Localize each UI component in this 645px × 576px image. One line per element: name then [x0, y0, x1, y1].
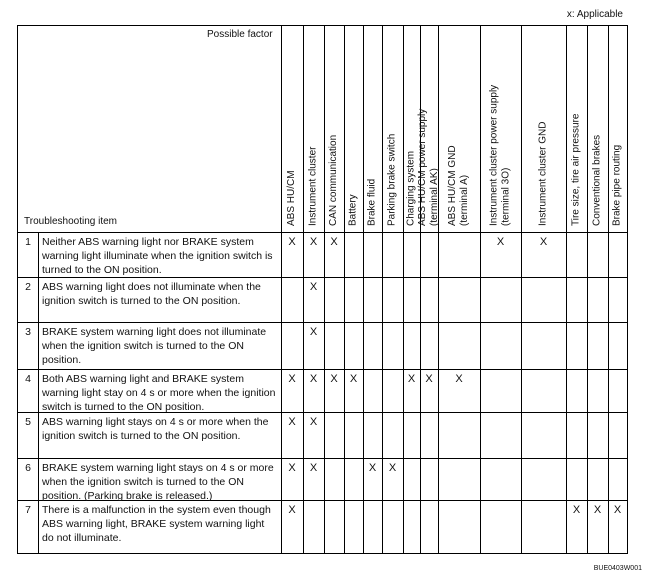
- factor-column-label-line: Instrument cluster GND: [537, 121, 549, 226]
- factor-column-label: [612, 145, 624, 226]
- factor-column-label: [406, 151, 418, 226]
- applicable-mark: X: [572, 504, 581, 516]
- row-description: Neither ABS warning light nor BRAKE system warning light illuminate when the ignition switch is turned to the ON position.: [42, 236, 273, 276]
- applicable-mark: X: [309, 373, 318, 385]
- factor-column-label-line: Tire size, tire air pressure: [570, 113, 582, 226]
- applicable-mark: X: [613, 504, 622, 516]
- row-description: BRAKE system warning light does not illuminate when the ignition switch is turned to the ON position.: [42, 326, 267, 366]
- factor-column-label-line: Instrument cluster: [307, 146, 319, 226]
- applicable-mark: X: [330, 373, 338, 385]
- factor-column-header: [382, 26, 403, 232]
- factor-column-header: [344, 26, 363, 232]
- factor-column-label-line: CAN communication: [328, 134, 339, 226]
- row-divider: [18, 458, 627, 459]
- row-description: BRAKE system warning light stays on 4 s or more when the ignition switch is turned to the ON position. (Parking brake is released.): [42, 462, 274, 502]
- troubleshooting-table: [17, 25, 628, 554]
- row-number: 6: [25, 462, 31, 474]
- applicable-mark: X: [309, 462, 318, 474]
- applicable-mark: X: [407, 373, 416, 385]
- factor-column-header: [566, 26, 587, 232]
- row-divider: [18, 277, 627, 278]
- troubleshooting-item-header: Troubleshooting item: [24, 216, 118, 227]
- row-divider: [18, 322, 627, 323]
- factor-column-label: [308, 147, 320, 226]
- applicable-mark: X: [330, 236, 338, 248]
- row-number: 1: [25, 236, 31, 248]
- factor-column-label: [328, 135, 340, 226]
- factor-column-label: [538, 122, 550, 226]
- factor-column-label-line: ABS HU/CM power supply: [417, 108, 428, 226]
- applicable-mark: X: [593, 504, 602, 516]
- applicable-mark: X: [349, 373, 358, 385]
- applicable-mark: X: [288, 416, 296, 428]
- factor-column-header: [608, 26, 627, 232]
- row-number: 5: [25, 416, 31, 428]
- row-description: There is a malfunction in the system even though ABS warning light, BRAKE system warning light do not illuminate.: [42, 504, 271, 544]
- row-divider: [18, 232, 627, 233]
- factor-column-label-line: ABS HU/CM: [286, 170, 297, 226]
- factor-column-header: [417, 26, 440, 232]
- row-description: ABS warning light does not illuminate when the ignition switch is turned to the ON position.: [42, 281, 261, 307]
- factor-column-label: [489, 85, 513, 226]
- row-description: Both ABS warning light and BRAKE system warning light stay on 4 s or more when the ignition switch is turned to the ON position.: [42, 373, 276, 413]
- factor-column-label-line: (terminal AK): [429, 168, 440, 226]
- applicable-mark: X: [368, 462, 377, 474]
- row-description: ABS warning light stays on 4 s or more when the ignition switch is turned to the ON position.: [42, 416, 269, 442]
- row-number: 7: [25, 504, 31, 516]
- factor-column-header: [587, 26, 608, 232]
- row-divider: [18, 369, 627, 370]
- applicable-mark: X: [496, 236, 505, 248]
- applicable-mark: X: [288, 462, 296, 474]
- factor-column-header: [281, 26, 303, 232]
- factor-column-label-line: Parking brake switch: [386, 133, 398, 226]
- applicable-mark: X: [288, 236, 296, 248]
- factor-column-label: [348, 194, 360, 226]
- applicable-mark: X: [309, 416, 318, 428]
- factor-column-label-line: Battery: [347, 194, 359, 226]
- applicable-mark: X: [309, 281, 318, 293]
- applicable-mark: X: [455, 373, 463, 385]
- applicable-mark: X: [388, 462, 397, 474]
- figure-code: BUE0403W001: [593, 565, 642, 572]
- applicable-mark: X: [288, 373, 296, 385]
- factor-column-header: [521, 26, 566, 232]
- factor-column-label: [447, 145, 471, 226]
- factor-column-header: [363, 26, 382, 232]
- factor-column-label-line: (terminal 3O): [500, 167, 512, 226]
- factor-column-label-line: Charging system: [405, 150, 417, 226]
- row-number: 4: [25, 373, 31, 385]
- factor-column-header: [438, 26, 480, 232]
- applicable-mark: X: [539, 236, 548, 248]
- applicable-mark: X: [288, 504, 296, 516]
- applicable-mark: X: [309, 236, 318, 248]
- factor-column-label-line: Conventional brakes: [591, 134, 603, 226]
- legend-applicable: x: Applicable: [566, 9, 623, 20]
- possible-factor-header: Possible factor: [207, 29, 273, 40]
- applicable-mark: X: [309, 326, 318, 338]
- column-divider: [38, 232, 39, 553]
- factor-column-label: [571, 114, 583, 226]
- factor-column-label-line: ABS HU/CM GND: [447, 145, 458, 226]
- factor-column-label: [592, 135, 604, 226]
- factor-column-header: [324, 26, 344, 232]
- factor-column-label-line: (terminal A): [459, 174, 470, 226]
- factor-column-label-line: Brake pipe routing: [611, 144, 623, 226]
- applicable-mark: X: [425, 373, 433, 385]
- factor-column-label: [387, 134, 399, 226]
- factor-column-label-line: Instrument cluster power supply: [488, 84, 500, 226]
- factor-column-header: [480, 26, 521, 232]
- factor-column-label-line: Brake fluid: [366, 178, 378, 226]
- factor-column-header: [303, 26, 324, 232]
- row-number: 3: [25, 326, 31, 338]
- row-number: 2: [25, 281, 31, 293]
- factor-column-label: [286, 170, 298, 226]
- factor-column-label: [367, 179, 379, 226]
